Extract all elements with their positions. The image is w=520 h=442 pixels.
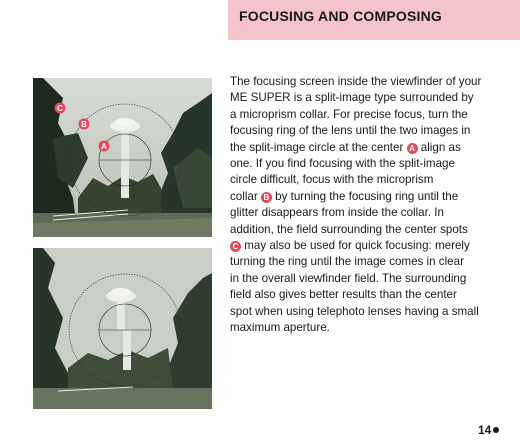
body-line — [230, 90, 512, 106]
body-text-segment: glitter disappears from inside the collar. In — [230, 206, 444, 220]
viewfinder-scene-illustration-blurred — [33, 248, 212, 409]
body-text-segment: focusing ring of the lens until the two images in — [230, 124, 471, 138]
body-line — [230, 140, 512, 156]
page-dot-icon — [493, 427, 499, 433]
body-line — [230, 304, 512, 320]
body-line — [230, 222, 512, 238]
body-text-segment: addition, the field surrounding the center spots — [230, 222, 468, 236]
marker-c-inline: C — [230, 241, 241, 252]
marker-b: B — [81, 120, 87, 129]
page-title: FOCUSING AND COMPOSING — [239, 8, 442, 24]
body-text-segment: maximum aperture. — [230, 321, 330, 335]
body-text-segment: by turning the focusing ring until the — [271, 189, 459, 203]
body-line — [230, 320, 512, 336]
body-text-segment: in the overall viewfinder field. The surrounding — [230, 271, 467, 285]
body-text-segment: a microprism collar. For precise focus, turn the — [230, 107, 468, 121]
body-text-segment: the split-image circle at the center — [230, 140, 407, 154]
body-line — [230, 156, 512, 172]
body-paragraph — [230, 74, 512, 337]
body-line — [230, 254, 512, 270]
marker-a: A — [101, 142, 107, 151]
body-line — [230, 238, 512, 254]
body-line — [230, 287, 512, 303]
body-line — [230, 189, 512, 205]
body-text-segment: align as — [417, 140, 461, 154]
marker-c: C — [57, 104, 63, 113]
body-line — [230, 123, 512, 139]
body-text-segment: one. If you find focusing with the split-image — [230, 157, 455, 171]
marker-b-inline: B — [261, 192, 272, 203]
viewfinder-photo-bottom — [33, 248, 212, 409]
body-text-segment: circle difficult, focus with the microprism — [230, 173, 434, 187]
page-number-value: 14 — [478, 423, 492, 437]
viewfinder-photo-top — [33, 78, 212, 237]
body-line — [230, 271, 512, 287]
page-number — [478, 423, 499, 437]
viewfinder-scene-illustration — [33, 78, 212, 237]
body-text-segment: The focusing screen inside the viewfinder of your — [230, 75, 482, 88]
body-text-segment: may also be used for quick focusing: merely — [241, 239, 470, 253]
body-line — [230, 74, 512, 90]
body-text-segment: collar — [230, 189, 261, 203]
body-line — [230, 172, 512, 188]
body-line — [230, 107, 512, 123]
marker-a-inline: A — [407, 143, 418, 154]
body-text-segment: spot when using telephoto lenses having a small — [230, 304, 479, 318]
body-text-segment: ME SUPER is a split-image type surrounded by — [230, 91, 474, 105]
body-line — [230, 205, 512, 221]
body-text-segment: field also gives better results than the center — [230, 288, 457, 302]
body-text-segment: turning the ring until the image comes in clear — [230, 255, 464, 269]
